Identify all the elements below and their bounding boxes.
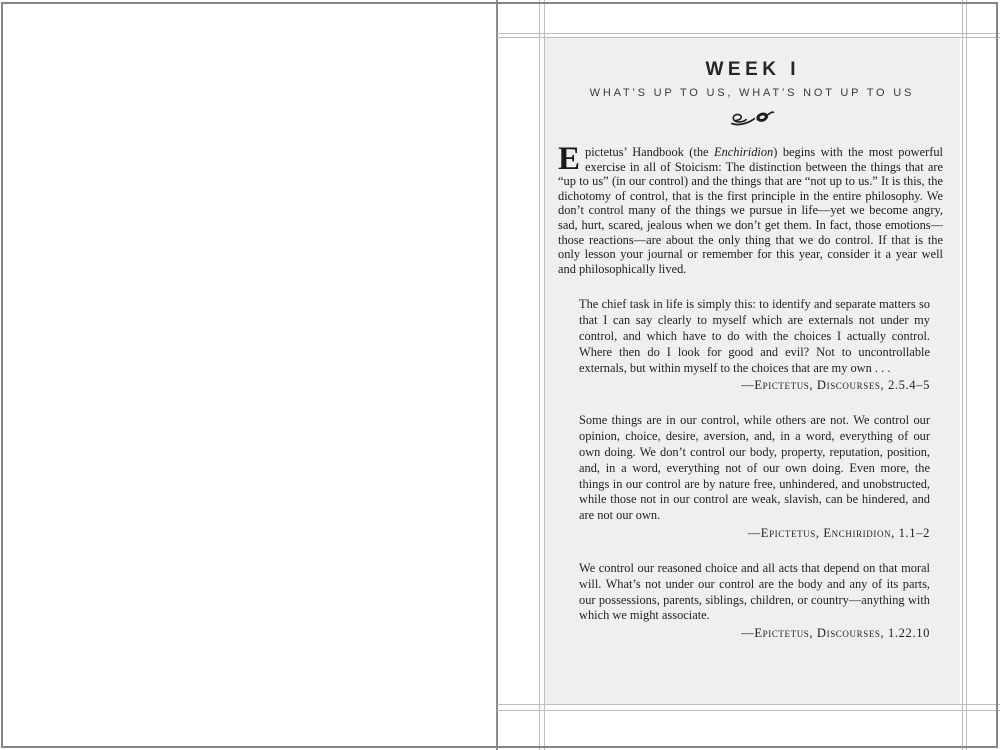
quote-block	[579, 413, 930, 541]
right-trim-guide-line	[962, 0, 963, 750]
quote-attribution: —Epictetus, Enchiridion, 1.1–2	[747, 525, 930, 540]
left-margin-guide-line	[539, 0, 540, 750]
left-page-blank	[3, 4, 496, 746]
quote-block	[579, 297, 930, 393]
intro-paragraph	[558, 141, 943, 276]
bottom-trim-guide-line	[497, 704, 1000, 705]
intro-text-tail: ) begins with the most powerful exercise in all of Stoicism: The distinction between the things that are “up to us” (in our control) and the things that are “not up to us.” It is this, the dichotomy of control, that is the first principle in the entire philosophy. We don’t control many of the things we pursue in life—yet we become angry, sad, hurt, scared, jealous when we don’t get them. In fact, those emotions—those reactions—are about the only thing that we do control. If that is the only lesson your journal or remember for this year, consider it a year well and philosophically lived.	[558, 145, 943, 276]
fleuron-ornament-icon	[558, 107, 943, 131]
drop-cap: E	[558, 141, 581, 177]
top-margin-guide-line	[497, 33, 1000, 34]
bottom-margin-guide-line	[497, 710, 1000, 711]
quote-text: Some things are in our control, while others are not. We control our opinion, choice, desire, aversion, and, in a word, everything of our own doing. We don’t control our body, property, reputation, position, and, in a word, everything not of our own doing. Even more, the things in our control are by nature free, unhindered, and unobstructed, while those not in our control are weak, slavish, can be hindered, and are not our own.	[579, 413, 930, 523]
intro-italic-term: Enchiridion	[714, 145, 774, 159]
week-subtitle: WHAT’S UP TO US, WHAT’S NOT UP TO US	[589, 87, 915, 99]
spine-guide-line	[496, 0, 498, 750]
quote-attribution: —Epictetus, Discourses, 1.22.10	[741, 626, 930, 641]
quote-attribution: —Epictetus, Discourses, 2.5.4–5	[741, 378, 930, 393]
quote-text: We control our reasoned choice and all acts that depend on that moral will. What’s not under our control are the body and any of its parts, our possessions, parents, siblings, children, or country—anything with which we might associate.	[579, 560, 930, 623]
quote-text: The chief task in life is simply this: to identify and separate matters so that I can say clearly to myself which are externals not under my control, and which have to do with the choices I actually control. Where then do I look for good and evil? Not to uncontrollable externals, but within myself to the choices that are my own . . .	[579, 297, 930, 375]
week-heading: WEEK I	[705, 59, 801, 80]
quote-block	[579, 561, 930, 641]
intro-text-lead: pictetus’ Handbook (the	[585, 145, 715, 159]
right-margin-guide-line	[966, 0, 967, 750]
page-content	[545, 38, 960, 641]
right-page	[545, 38, 960, 704]
